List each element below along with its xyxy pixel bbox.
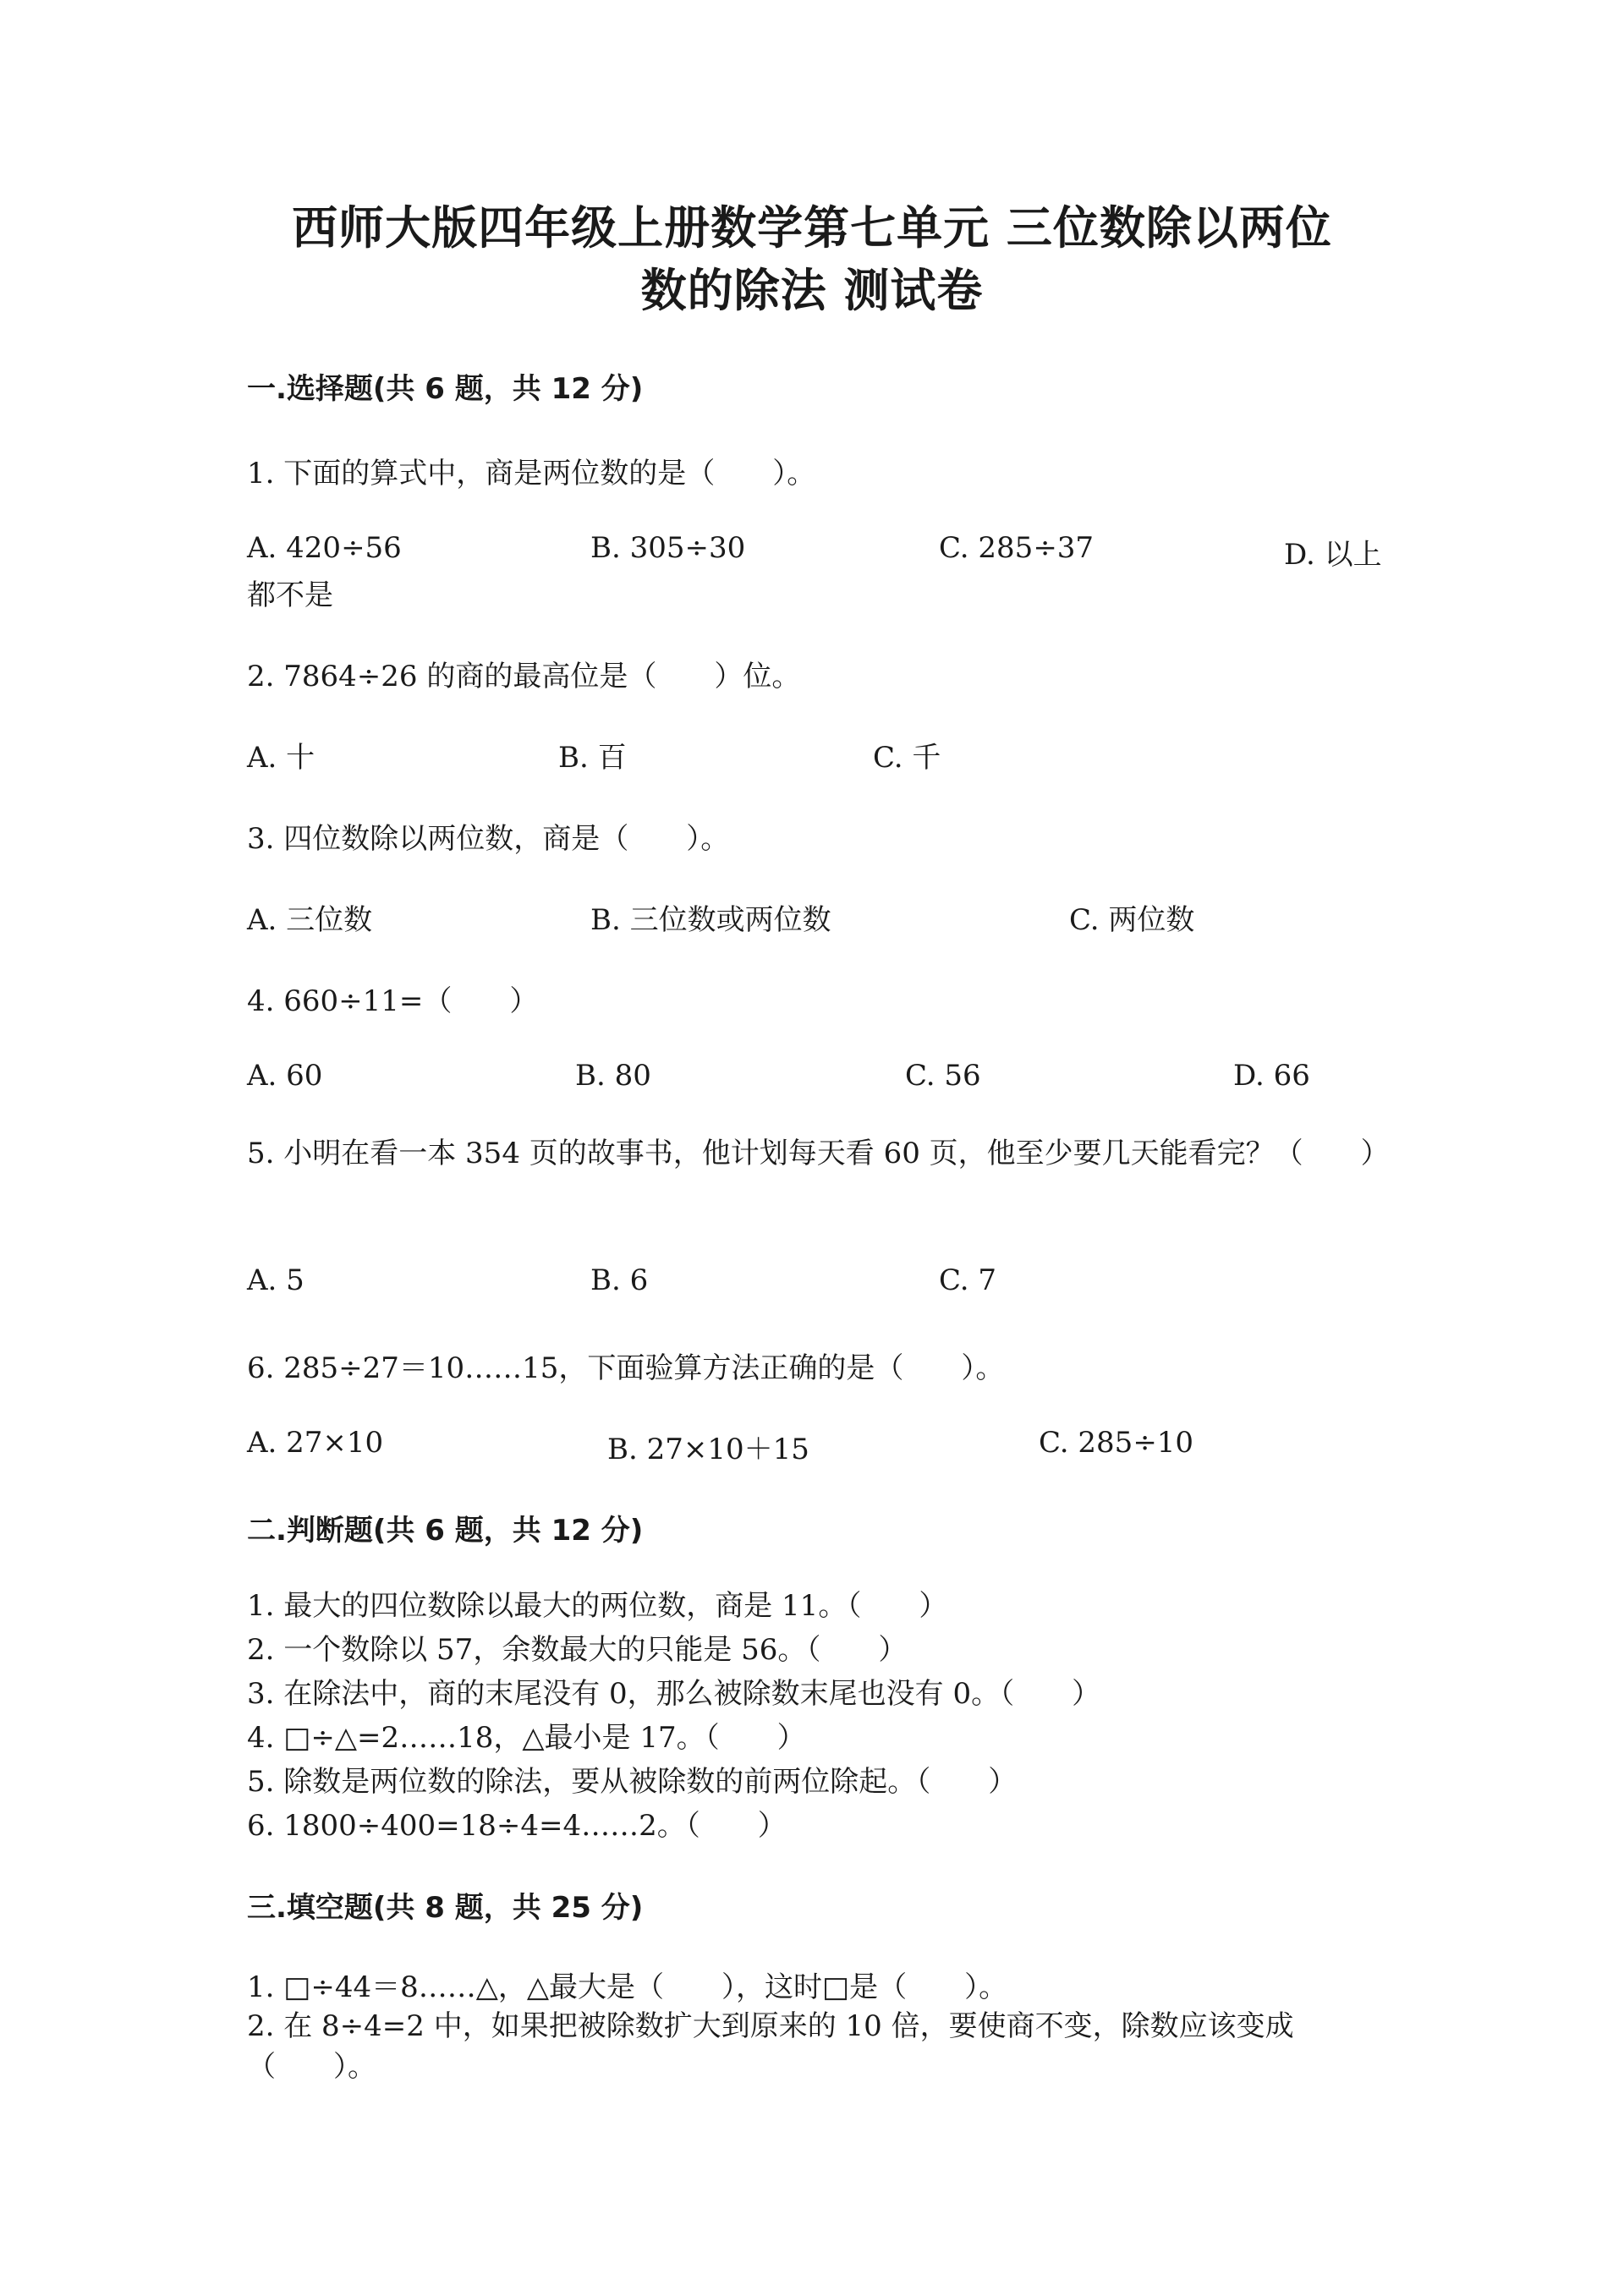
q2-option-c: C. 千 [873,741,941,775]
judgement-item-2: 2. 一个数除以 57，余数最大的只能是 56。（ ） [247,1633,908,1667]
q5-option-b: B. 6 [590,1263,649,1297]
judgement-item-6: 6. 1800÷400=18÷4=4……2。（ ） [247,1809,787,1843]
q4-option-b: B. 80 [575,1059,651,1093]
q4-option-a: A. 60 [247,1059,323,1093]
fill-item-1: 1. □÷44＝8……△，△最大是（ ），这时□是（ ）。 [247,1970,1008,2004]
q1-option-d-continuation: 都不是 [247,578,333,612]
q2-option-a: A. 十 [247,741,315,775]
q6-option-b: B. 27×10＋15 [607,1433,809,1466]
q6-option-c: C. 285÷10 [1039,1426,1194,1460]
judgement-item-3: 3. 在除法中，商的末尾没有 0，那么被除数末尾也没有 0。（ ） [247,1677,1101,1711]
q3-option-a: A. 三位数 [247,903,373,937]
title-line-2: 数的除法 测试卷 [640,263,984,317]
q4-option-c: C. 56 [905,1059,981,1093]
question-3: 3. 四位数除以两位数，商是（ ）。 [247,822,730,856]
fill-item-2: 2. 在 8÷4=2 中，如果把被除数扩大到原来的 10 倍，要使商不变，除数应该变成（ ）。 [247,2009,1294,2084]
q1-option-c: C. 285÷37 [939,531,1095,565]
q6-option-a: A. 27×10 [247,1426,384,1460]
question-5: 5. 小明在看一本 354 页的故事书，他计划每天看 60 页，他至少要几天能看完？（ ） [247,1137,1390,1170]
section-heading-choice: 一.选择题(共 6 题，共 12 分) [247,372,644,406]
title-line-1: 西师大版四年级上册数学第七单元 三位数除以两位 [292,200,1332,255]
page-title [245,196,1379,321]
q2-option-b: B. 百 [558,741,627,775]
q5-option-c: C. 7 [939,1263,997,1297]
q1-option-b: B. 305÷30 [590,531,746,565]
q5-option-a: A. 5 [247,1263,304,1297]
q1-option-d: D. 以上 [1284,538,1382,572]
judgement-item-1: 1. 最大的四位数除以最大的两位数，商是 11。（ ） [247,1589,948,1623]
judgement-item-5: 5. 除数是两位数的除法，要从被除数的前两位除起。（ ） [247,1765,1018,1799]
q3-option-b: B. 三位数或两位数 [590,903,831,937]
section-heading-fill-blank: 三.填空题(共 8 题，共 25 分) [247,1891,644,1925]
question-6: 6. 285÷27＝10……15，下面验算方法正确的是（ ）。 [247,1351,1005,1385]
judgement-item-4: 4. □÷△=2……18，△最小是 17。（ ） [247,1721,806,1755]
section-heading-judgement: 二.判断题(共 6 题，共 12 分) [247,1514,644,1548]
q3-option-c: C. 两位数 [1069,903,1195,937]
question-1: 1. 下面的算式中，商是两位数的是（ ）。 [247,457,816,490]
question-4: 4. 660÷11=（ ） [247,984,539,1018]
q4-option-d: D. 66 [1233,1059,1310,1093]
question-2: 2. 7864÷26 的商的最高位是（ ）位。 [247,660,801,693]
q1-option-a: A. 420÷56 [247,531,402,565]
